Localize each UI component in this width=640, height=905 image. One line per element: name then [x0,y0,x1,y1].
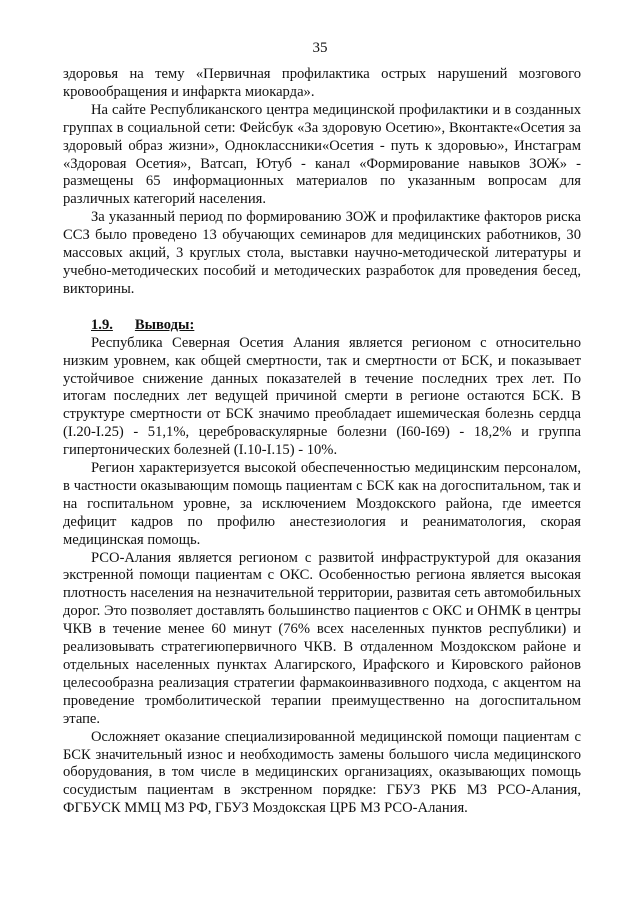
paragraph-conclusion-1: Республика Северная Осетия Алания является регионом с относительно низким уровнем, как общей смертности, так и смертности от БСК, и показывает устойчивое снижение данных показателей в течение последних трех лет. По итогам последних лет ведущей причиной смерти в регионе остаются БСК. В структуре смертности от БСК значимо преобладает ишемическая болезнь сердца (I.20-I.25) - 51,1%, цереброваскулярные болезни (I60-I69) - 18,2% и группа гипертонических болезней (I.10-I.15) - 10%. [63,334,581,459]
section-title: Выводы: [134,316,195,333]
page-number: 35 [312,40,328,56]
paragraph-conclusion-4: Осложняет оказание специализированной медицинской помощи пациентам с БСК значительный износ и необходимость замены большого числа медицинского оборудования, в том числе в медицинских организациях, оказывающих помощь сосудистым пациентам в экстренном порядке: ГБУЗ РКБ МЗ РСО-Алания, ФГБУСК ММЦ МЗ РФ, ГБУЗ Моздокская ЦРБ МЗ РСО-Алания. [63,728,581,817]
section-number: 1.9. [91,316,113,333]
paragraph-conclusion-3: РСО-Алания является регионом с развитой инфраструктурой для оказания экстренной помощи пациентам с ОКС. Особенностью региона является высокая плотность населения на незначительной территории, развитая сеть автомобильных дорог. Это позволяет доставлять большинство пациентов с ОКС и ОНМК в центры ЧКВ в течение менее 60 минут (76% всех населенных пунктов республики) и реализовывать стратегиюпервичного ЧКВ. В отдаленном Моздокском районе и отдельных населенных пунктах Алагирского, Ирафского и Кировского районов целесообразна реализация стратегии фармакоинвазивного подхода, с акцентом на проведение тромболитической терапии преимущественно на догоспитальном этапе. [63,549,581,727]
paragraph-intro-3: За указанный период по формированию ЗОЖ и профилактике факторов риска ССЗ было проведено 13 обучающих семинаров для медицинских работников, 30 массовых акций, 3 круглых стола, выставки научно-методической литературы и учебно-методических пособий и методических разработок для проведения бесед, викторины. [63,209,581,297]
paragraph-conclusion-2: Регион характеризуется высокой обеспеченностью медицинским персоналом, в частности оказывающим помощь пациентам с БСК как на догоспитальном, так и на госпитальном уровне, за исключением Моздокского района, где имеется дефицит кадров по профилю анестезиология и реаниматология, скорая медицинская помощь. [63,460,581,548]
page-body [63,66,581,818]
section-heading [63,317,581,335]
paragraph-intro-1: здоровья на тему «Первичная профилактика острых нарушений мозгового кровообращения и инфаркта миокарда». [63,66,581,100]
paragraph-intro-2: На сайте Республиканского центра медицинской профилактики и в созданных группах в социальной сети: Фейсбук «За здоровую Осетию», Вконтакте«Осетия за здоровый образ жизни», Одноклассники«Осетия - путь к здоровью», Инстаграм «Здоровая Осетия», Ватсап, Ютуб - канал «Формирование навыков ЗОЖ» - размещены 65 информационных материалов по указанным вопросам для различных категорий населения. [63,101,581,208]
